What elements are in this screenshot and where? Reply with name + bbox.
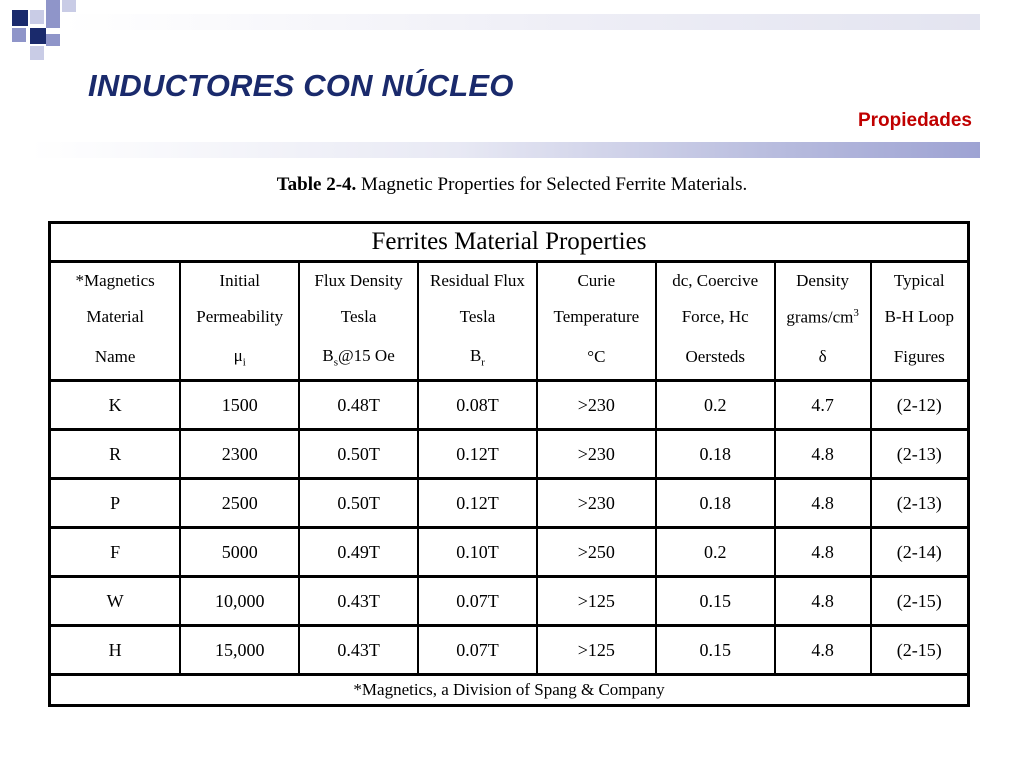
header-cell: Name (50, 335, 181, 381)
table-row (50, 528, 969, 577)
header-cell: Material (50, 299, 181, 335)
table-row (50, 577, 969, 626)
table-cell: >230 (537, 381, 656, 430)
table-cell: 15,000 (180, 626, 299, 675)
title-gradient-band (30, 142, 980, 158)
header-cell-residual-symbol (418, 335, 537, 381)
table-cell: >250 (537, 528, 656, 577)
header-cell-permeability-symbol (180, 335, 299, 381)
table-cell: 0.07T (418, 577, 537, 626)
table-cell: 2300 (180, 430, 299, 479)
header-row-3 (50, 335, 969, 381)
table-cell: 4.8 (775, 626, 871, 675)
table-cell: 0.15 (656, 626, 775, 675)
mu-subscript: i (242, 356, 246, 369)
corner-square-decoration (46, 0, 60, 14)
header-cell: B-H Loop (871, 299, 969, 335)
table-cell: (2-15) (871, 626, 969, 675)
table-cell: 0.18 (656, 479, 775, 528)
header-cell: Permeability (180, 299, 299, 335)
table-cell: P (50, 479, 181, 528)
ferrite-properties-table (48, 221, 970, 707)
table-cell: 4.8 (775, 479, 871, 528)
table-cell: 0.15 (656, 577, 775, 626)
corner-square-decoration (62, 0, 76, 12)
table-cell: 4.7 (775, 381, 871, 430)
header-cell: δ (775, 335, 871, 381)
table-cell: 0.43T (299, 577, 418, 626)
table-cell: 0.50T (299, 479, 418, 528)
flux-b-symbol: B (322, 345, 334, 365)
header-cell: Flux Density (299, 262, 418, 300)
table-cell: (2-12) (871, 381, 969, 430)
table-cell: 0.43T (299, 626, 418, 675)
residual-b-symbol: B (469, 345, 482, 365)
table-cell: >125 (537, 577, 656, 626)
corner-square-decoration (12, 10, 28, 26)
table-row (50, 626, 969, 675)
header-cell: Temperature (537, 299, 656, 335)
header-cell: Initial (180, 262, 299, 300)
table-cell: (2-14) (871, 528, 969, 577)
header-cell: °C (537, 335, 656, 381)
table-cell: F (50, 528, 181, 577)
table-cell: 0.12T (418, 430, 537, 479)
table-cell: 0.12T (418, 479, 537, 528)
table-cell: 0.48T (299, 381, 418, 430)
header-cell: Residual Flux (418, 262, 537, 300)
header-cell: Force, Hc (656, 299, 775, 335)
header-cell: Typical (871, 262, 969, 300)
corner-square-decoration (30, 10, 44, 24)
corner-square-decoration (46, 14, 60, 28)
table-cell: 0.07T (418, 626, 537, 675)
table-cell: 4.8 (775, 577, 871, 626)
table-cell: 5000 (180, 528, 299, 577)
table-cell: 4.8 (775, 430, 871, 479)
density-unit-exponent: 3 (853, 306, 859, 319)
table-cell: 0.18 (656, 430, 775, 479)
table-cell: (2-13) (871, 479, 969, 528)
table-cell: K (50, 381, 181, 430)
table-caption-label: Table 2-4. (276, 174, 357, 195)
mu-symbol: μ (233, 345, 243, 365)
header-cell: Tesla (299, 299, 418, 335)
table-cell: 0.2 (656, 528, 775, 577)
header-cell: Curie (537, 262, 656, 300)
flux-subscript: s (333, 356, 339, 369)
header-cell-density-unit (775, 299, 871, 335)
table-footnote: *Magnetics, a Division of Spang & Company (50, 675, 969, 706)
corner-square-decoration (30, 46, 44, 60)
table-cell: >230 (537, 430, 656, 479)
header-cell: *Magnetics (50, 262, 181, 300)
table-cell: 1500 (180, 381, 299, 430)
corner-square-decoration (12, 28, 26, 42)
table-cell: >230 (537, 479, 656, 528)
table-row (50, 430, 969, 479)
table-cell: 0.08T (418, 381, 537, 430)
header-cell: Density (775, 262, 871, 300)
header-cell: Tesla (418, 299, 537, 335)
header-cell: Oersteds (656, 335, 775, 381)
flux-condition: @15 Oe (338, 345, 395, 365)
density-unit-text: grams/cm (786, 307, 854, 327)
table-cell: >125 (537, 626, 656, 675)
table-cell: 2500 (180, 479, 299, 528)
table-cell: 4.8 (775, 528, 871, 577)
header-row-2 (50, 299, 969, 335)
header-row-1 (50, 262, 969, 300)
table-caption (0, 174, 1024, 196)
table-title: Ferrites Material Properties (50, 223, 969, 262)
corner-square-decoration (46, 34, 60, 46)
table-row (50, 381, 969, 430)
slide-subtitle: Propiedades (857, 110, 972, 131)
table-cell: W (50, 577, 181, 626)
table-caption-text: Magnetic Properties for Selected Ferrite Materials. (361, 174, 748, 195)
table-cell: 0.10T (418, 528, 537, 577)
table-cell: 0.49T (299, 528, 418, 577)
table-cell: 0.2 (656, 381, 775, 430)
residual-subscript: r (481, 356, 485, 369)
table-cell: (2-13) (871, 430, 969, 479)
header-cell-flux-symbol (299, 335, 418, 381)
table-cell: R (50, 430, 181, 479)
table-row (50, 479, 969, 528)
slide-title: INDUCTORES CON NÚCLEO (88, 68, 514, 103)
header-gradient-band (62, 14, 980, 30)
corner-square-decoration (30, 28, 46, 44)
table-cell: H (50, 626, 181, 675)
header-cell: dc, Coercive (656, 262, 775, 300)
table-cell: 10,000 (180, 577, 299, 626)
table-cell: 0.50T (299, 430, 418, 479)
header-cell: Figures (871, 335, 969, 381)
table-cell: (2-15) (871, 577, 969, 626)
